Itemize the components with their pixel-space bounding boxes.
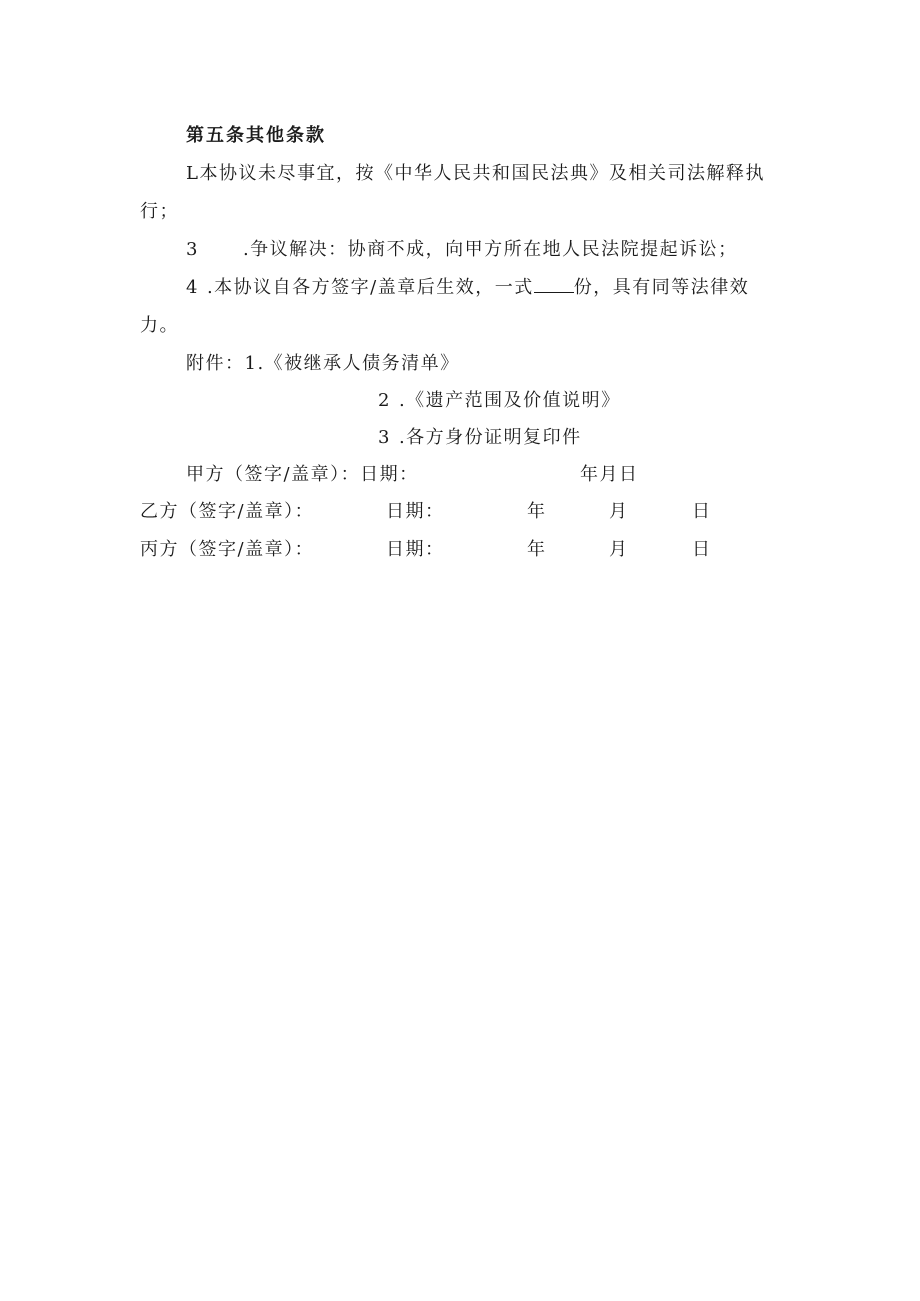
attachment-3-text: .各方身份证明复印件 <box>398 427 582 448</box>
party-c-year: 年 <box>527 539 547 560</box>
party-c-signature-label: 丙方（签字/盖章）： <box>140 539 315 560</box>
attachment-2-number: 2 <box>378 390 391 411</box>
clause-3-number: 4 <box>186 277 199 298</box>
clause-1-line-1: L本协议未尽事宜，按《中华人民共和国民法典》及相关司法解释执 <box>186 163 765 184</box>
attachment-2-text: .《遗产范围及价值说明》 <box>398 390 621 411</box>
clause-1-line-2: 行； <box>140 201 179 222</box>
party-c-day: 日 <box>692 539 712 560</box>
attachment-3-number: 3 <box>378 427 391 448</box>
clause-2-text: .争议解决：协商不成，向甲方所在地人民法院提起诉讼； <box>242 239 738 260</box>
clause-3 <box>186 276 749 300</box>
party-a-date: 年月日 <box>580 464 639 485</box>
attachment-3 <box>378 426 582 450</box>
clause-2-number: 3 <box>186 239 199 260</box>
party-b-signature-label: 乙方（签字/盖章）： <box>140 501 315 522</box>
clause-3-line-2: 力。 <box>140 315 179 336</box>
party-b-day: 日 <box>692 501 712 522</box>
clause-3-text-pre: .本协议自各方签字/盖章后生效，一式 <box>206 277 534 298</box>
attachment-2 <box>378 389 621 413</box>
copies-blank <box>534 276 574 293</box>
clause-3-text-post: 份，具有同等法律效 <box>573 277 750 298</box>
party-a-signature-label: 甲方（签字/盖章）：日期： <box>186 464 419 485</box>
clause-2 <box>186 238 738 262</box>
party-c-month: 月 <box>609 539 629 560</box>
party-b-date-label: 日期： <box>386 501 445 522</box>
party-c-date-label: 日期： <box>386 539 445 560</box>
party-b-month: 月 <box>609 501 629 522</box>
article-heading: 第五条其他条款 <box>186 125 326 146</box>
attachment-1: 附件：1.《被继承人债务清单》 <box>186 353 460 374</box>
party-b-year: 年 <box>527 501 547 522</box>
